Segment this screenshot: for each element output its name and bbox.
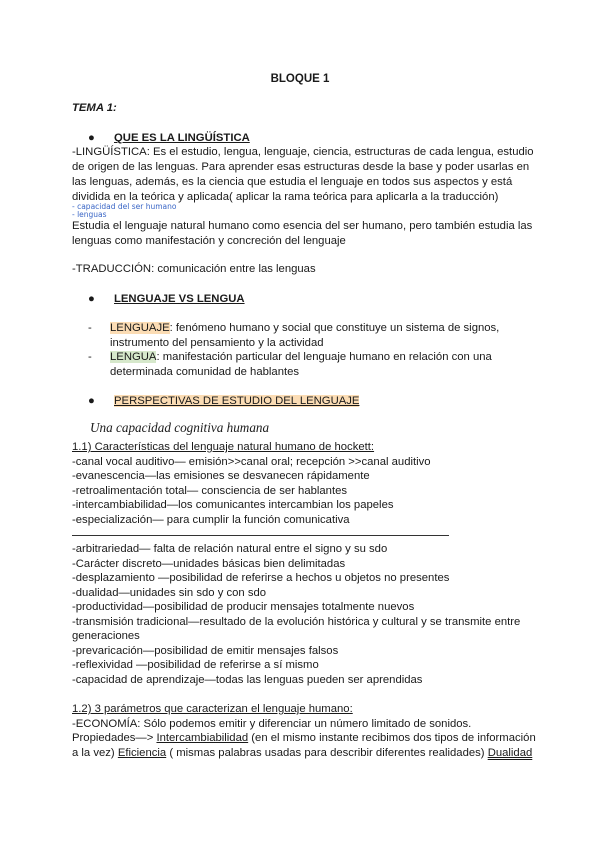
- definition-text: : manifestación particular del lenguaje humano en relación con una: [156, 351, 492, 363]
- list-line: -transmisión tradicional—resultado de la evolución histórica y cultural y se transmite entre: [72, 616, 521, 628]
- list-line: -retroalimentación total— consciencia de ser hablantes: [72, 485, 348, 497]
- list-line: -evanescencia—las emisiones se desvanecen rápidamente: [72, 470, 370, 482]
- text-run: (en el mismo instante recibimos dos tipos de información: [248, 732, 536, 744]
- paragraph-line: lenguas como manifestación y concreción del lenguaje: [72, 235, 346, 247]
- list-line: -dualidad—unidades sin sdo y con sdo: [72, 587, 267, 599]
- section-heading-linguistica: [88, 131, 250, 145]
- list-line: -Carácter discreto—unidades básicas bien delimitadas: [72, 558, 346, 570]
- handwritten-note: - capacidad del ser humano: [72, 202, 177, 211]
- paragraph-line: -LINGÜÍSTICA: Es el estudio, lengua, lenguaje, ciencia, estructuras de cada lengua, estudio: [72, 146, 534, 158]
- list-line: -canal vocal auditivo— emisión>>canal oral; recepción >>canal auditivo: [72, 456, 431, 468]
- heading-text: LENGUAJE VS LENGUA: [114, 293, 245, 305]
- list-line: -especialización— para cumplir la función comunicativa: [72, 514, 350, 526]
- properties-line: [72, 731, 536, 745]
- list-line: -intercambiabilidad—los comunicantes intercambian los papeles: [72, 499, 394, 511]
- subheading-parametros: 1.2) 3 parámetros que caracterizan el lenguaje humano:: [72, 703, 353, 715]
- list-line: generaciones: [72, 630, 140, 642]
- document-title: BLOQUE 1: [270, 73, 330, 85]
- list-line: -prevaricación—posibilidad de emitir mensajes falsos: [72, 645, 339, 657]
- bullet-icon: ●: [88, 293, 95, 305]
- dash-marker: -: [88, 351, 92, 363]
- heading-text: PERSPECTIVAS DE ESTUDIO DEL LENGUAJE: [114, 395, 360, 407]
- list-line: -capacidad de aprendizaje—todas las lenguas pueden ser aprendidas: [72, 674, 423, 686]
- definition-text: : fenómeno humano y social que constituye un sistema de signos,: [169, 322, 500, 334]
- paragraph-line: las lenguas, además, es la ciencia que estudia el lenguaje en todos sus aspectos y está: [72, 176, 513, 188]
- term-lenguaje: LENGUAJE: [110, 322, 170, 334]
- traduccion-line: -TRADUCCIÓN: comunicación entre las lenguas: [72, 263, 316, 275]
- list-line: -desplazamiento —posibilidad de referirse a hechos u objetos no presentes: [72, 572, 450, 584]
- tema-heading: TEMA 1:: [72, 102, 117, 114]
- properties-line: [72, 746, 532, 760]
- list-item-lenguaje: [88, 321, 499, 335]
- dash-marker: -: [88, 322, 92, 334]
- term-lengua: LENGUA: [110, 351, 157, 363]
- bullet-icon: ●: [88, 132, 95, 144]
- paragraph-line: dividida en la teórica y aplicada( aplicar la rama teórica para aplicarla a la traducción): [72, 191, 499, 203]
- paragraph-line: de origen de las lenguas. Para aprender esas estructuras desde la base y poder usarlas en: [72, 161, 530, 173]
- definition-continuation: instrumento del pensamiento y la actividad: [110, 337, 324, 349]
- bullet-icon: ●: [88, 395, 95, 407]
- heading-text: QUE ES LA LINGÜÍSTICA: [114, 132, 250, 144]
- definition-continuation: determinada comunidad de hablantes: [110, 366, 300, 378]
- subheading-hockett: 1.1) Características del lenguaje natural humano de hockett:: [72, 441, 375, 453]
- subtitle: Una capacidad cognitiva humana: [90, 420, 270, 435]
- list-line: -productividad—posibilidad de producir mensajes totalmente nuevos: [72, 601, 415, 613]
- handwritten-note: - lenguas: [72, 210, 107, 219]
- list-item-lengua: [88, 350, 492, 364]
- list-line: -reflexividad —posibilidad de referirse a sí mismo: [72, 659, 319, 671]
- list-line: -arbitrariedad— falta de relación natural entre el signo y su sdo: [72, 543, 388, 555]
- term-intercambiabilidad: Intercambiabilidad: [156, 732, 249, 744]
- term-eficiencia: Eficiencia: [117, 747, 167, 759]
- term-dualidad: Dualidad: [487, 747, 533, 759]
- section-heading-perspectivas: [88, 394, 359, 408]
- section-heading-lenguaje-vs-lengua: [88, 292, 245, 306]
- text-run: a la vez): [72, 747, 118, 759]
- horizontal-divider: [72, 535, 449, 536]
- text-run: Propiedades—>: [72, 732, 157, 744]
- text-run: ( mismas palabras usadas para describir diferentes realidades): [166, 747, 488, 759]
- paragraph-line: Estudia el lenguaje natural humano como esencia del ser humano, pero también estudia las: [72, 220, 533, 232]
- economia-line: -ECONOMÍA: Sólo podemos emitir y diferenciar un número limitado de sonidos.: [72, 718, 472, 730]
